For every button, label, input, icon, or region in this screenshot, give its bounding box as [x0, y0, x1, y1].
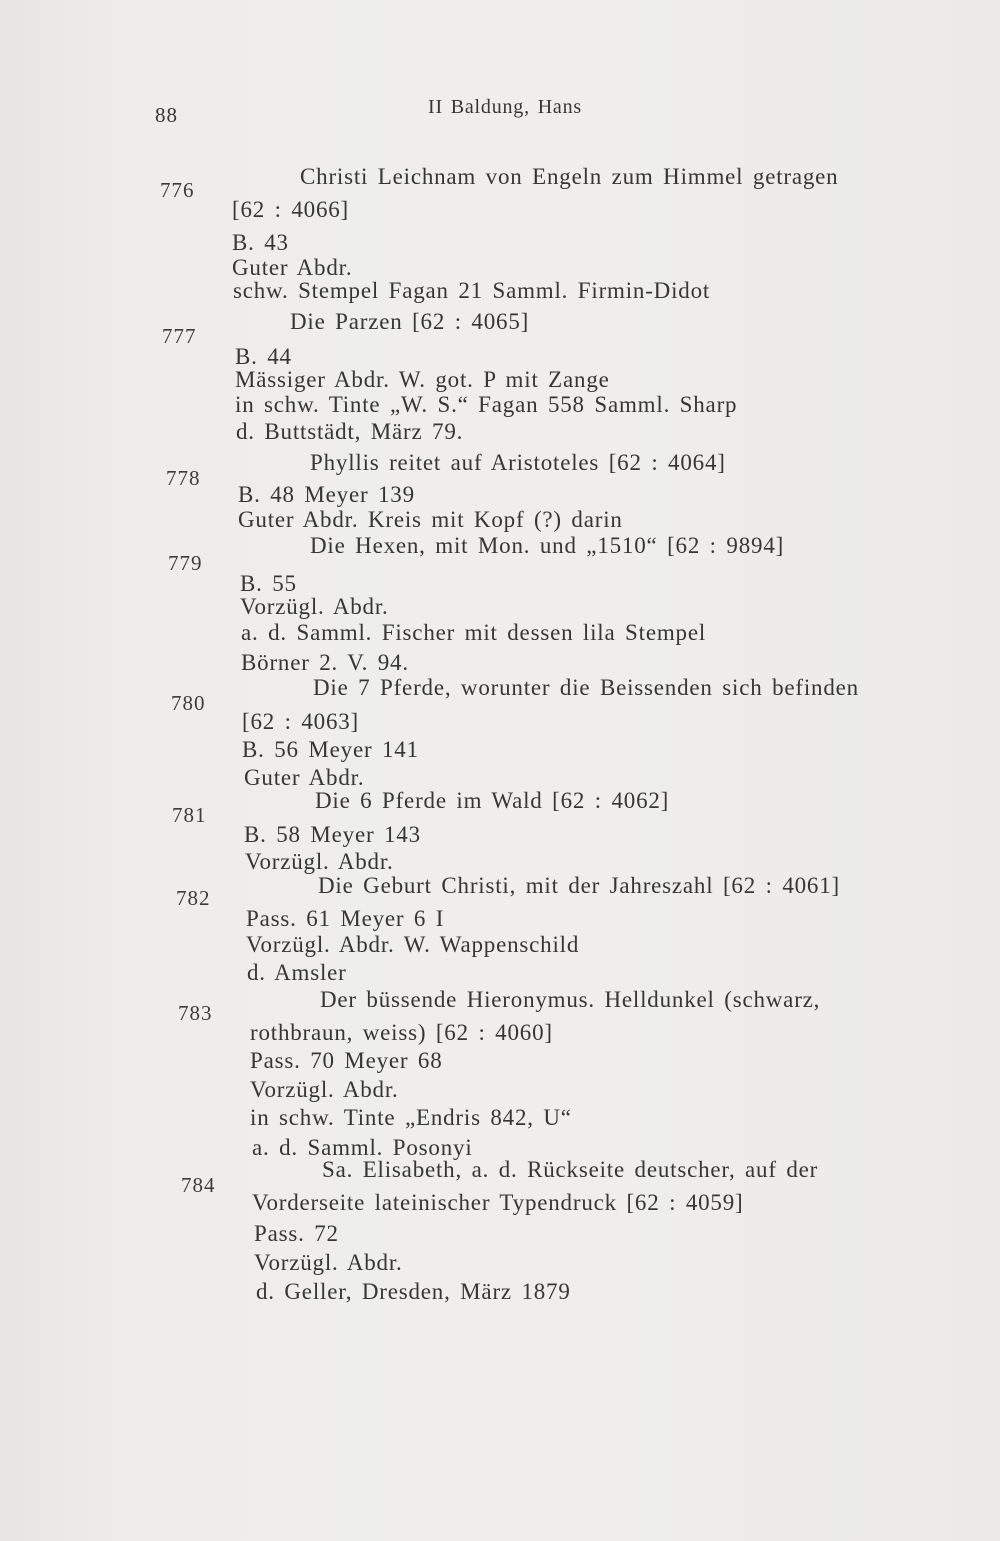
entry-title: Phyllis reitet auf Aristoteles [62 : 4064] — [310, 450, 726, 475]
entry-detail-line: Vorderseite lateinischer Typendruck [62 : 4059] — [252, 1190, 744, 1215]
entry-detail-line: d. Buttstädt, März 79. — [236, 419, 464, 444]
entry-detail-line: B. 55 — [240, 571, 297, 596]
entry-detail-line: Vorzügl. Abdr. W. Wappenschild — [246, 932, 580, 957]
entry-number: 777 — [162, 324, 197, 348]
entry-detail-line: [62 : 4066] — [232, 197, 350, 222]
entry-number: 779 — [168, 551, 203, 575]
entry-detail-line: Pass. 61 Meyer 6 I — [246, 906, 445, 931]
entry-detail-line: d. Amsler — [247, 960, 347, 985]
entry-number: 782 — [176, 886, 211, 910]
entry-detail-line: rothbraun, weiss) [62 : 4060] — [250, 1020, 553, 1045]
entry-detail-line: schw. Stempel Fagan 21 Samml. Firmin-Didot — [233, 278, 711, 303]
entry-detail-line: Vorzügl. Abdr. — [250, 1077, 399, 1102]
entry-detail-line: B. 48 Meyer 139 — [238, 482, 415, 507]
entry-title: Die Parzen [62 : 4065] — [290, 309, 530, 334]
entry-title: Der büssende Hieronymus. Helldunkel (schwarz, — [320, 987, 821, 1012]
entry-detail-line: Börner 2. V. 94. — [241, 650, 409, 675]
entry-detail-line: a. d. Samml. Fischer mit dessen lila Stempel — [241, 620, 707, 645]
entry-number: 778 — [166, 466, 201, 490]
entry-title: Die Hexen, mit Mon. und „1510“ [62 : 9894] — [310, 533, 785, 558]
entry-detail-line: Vorzügl. Abdr. — [240, 594, 389, 619]
entry-title: Die 7 Pferde, worunter die Beissenden sich befinden — [313, 675, 859, 700]
entry-detail-line: B. 44 — [235, 344, 292, 369]
page-number: 88 — [155, 103, 178, 127]
entry-title: Sa. Elisabeth, a. d. Rückseite deutscher, auf der — [322, 1157, 819, 1182]
entry-detail-line: Pass. 72 — [254, 1221, 339, 1246]
entry-detail-line: in schw. Tinte „Endris 842, U“ — [250, 1105, 572, 1130]
entry-title: Die 6 Pferde im Wald [62 : 4062] — [315, 788, 670, 813]
entry-detail-line: Mässiger Abdr. W. got. P mit Zange — [235, 367, 610, 392]
entry-title: Christi Leichnam von Engeln zum Himmel getragen — [300, 164, 839, 189]
entry-detail-line: a. d. Samml. Posonyi — [252, 1135, 473, 1160]
entry-detail-line: d. Geller, Dresden, März 1879 — [256, 1279, 571, 1304]
entry-number: 776 — [160, 178, 195, 202]
entry-detail-line: B. 58 Meyer 143 — [244, 822, 421, 847]
entry-title: Die Geburt Christi, mit der Jahreszahl [62 : 4061] — [318, 873, 840, 898]
entry-detail-line: Guter Abdr. — [244, 765, 365, 790]
entry-detail-line: B. 43 — [232, 230, 289, 255]
entry-number: 784 — [181, 1173, 216, 1197]
entry-detail-line: Guter Abdr. — [232, 255, 353, 280]
entry-number: 783 — [178, 1001, 213, 1025]
entry-detail-line: Vorzügl. Abdr. — [245, 849, 394, 874]
entry-detail-line: [62 : 4063] — [242, 709, 360, 734]
entry-detail-line: Guter Abdr. Kreis mit Kopf (?) darin — [238, 507, 623, 532]
entry-number: 781 — [172, 803, 207, 827]
entry-detail-line: Pass. 70 Meyer 68 — [250, 1048, 443, 1073]
entry-detail-line: Vorzügl. Abdr. — [254, 1250, 403, 1275]
entry-detail-line: B. 56 Meyer 141 — [242, 737, 419, 762]
running-title: II Baldung, Hans — [428, 96, 582, 118]
entry-number: 780 — [171, 691, 206, 715]
entry-detail-line: in schw. Tinte „W. S.“ Fagan 558 Samml. Sharp — [235, 392, 738, 417]
